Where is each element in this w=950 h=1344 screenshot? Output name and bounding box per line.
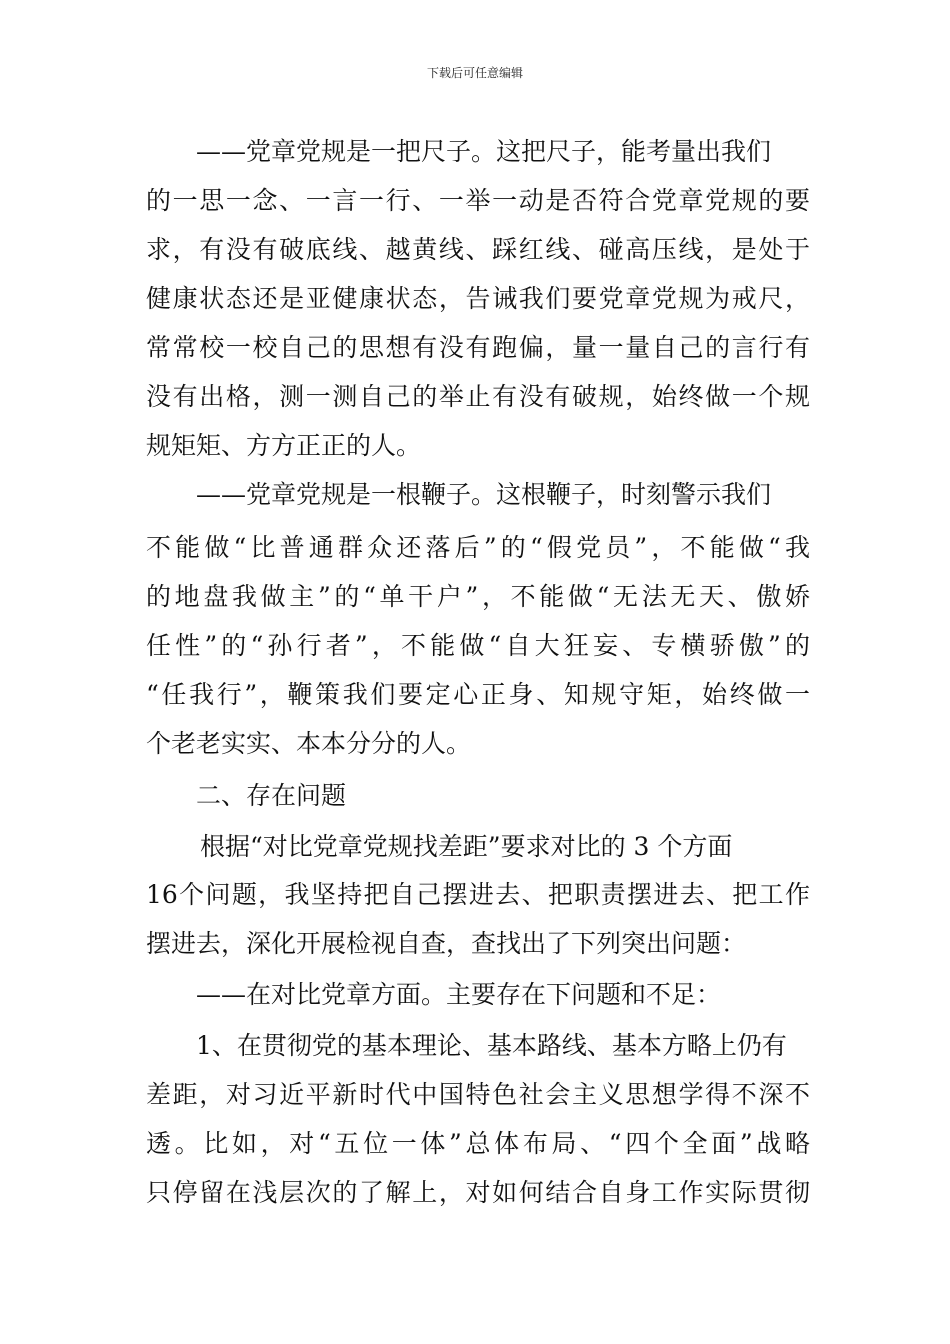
- text-line: “任我行”，鞭策我们要定心正身、知规守矩，始终做一: [146, 680, 810, 709]
- text-line: 常常校一校自己的思想有没有跑偏，量一量自己的言行有: [146, 333, 810, 362]
- page-header: 下载后可任意编辑: [426, 66, 523, 80]
- text-line: 求，有没有破底线、越黄线、踩红线、碰高压线，是处于: [146, 235, 810, 264]
- text-line: 1、在贯彻党的基本理论、基本路线、基本方略上仍有: [196, 1031, 787, 1060]
- text-line: 个老老实实、本本分分的人。: [146, 729, 472, 758]
- text-line: 的一思一念、一言一行、一举一动是否符合党章党规的要: [146, 186, 810, 215]
- text-line: 没有出格，测一测自己的举止有没有破规，始终做一个规: [146, 382, 810, 411]
- text-line: 不能做“比普通群众还落后”的“假党员”，不能做“我: [146, 533, 810, 562]
- section-heading: 二、存在问题: [196, 781, 347, 810]
- text-line: 根据“对比党章党规找差距”要求对比的 3 个方面: [200, 832, 733, 861]
- text-line: ——党章党规是一把尺子。这把尺子，能考量出我们: [196, 137, 772, 166]
- text-line: 规矩矩、方方正正的人。: [146, 431, 422, 460]
- text-line: 差距，对习近平新时代中国特色社会主义思想学得不深不: [146, 1080, 810, 1109]
- text-line: 只停留在浅层次的了解上，对如何结合自身工作实际贯彻: [146, 1178, 810, 1207]
- text-line: 透。比如，对“五位一体”总体布局、“四个全面”战略: [146, 1129, 810, 1158]
- text-line: 健康状态还是亚健康状态，告诫我们要党章党规为戒尺，: [146, 284, 810, 313]
- text-line: 任性”的“孙行者”，不能做“自大狂妄、专横骄傲”的: [146, 631, 810, 660]
- text-line: 摆进去，深化开展检视自查，查找出了下列突出问题：: [146, 929, 747, 958]
- text-line: ——在对比党章方面。主要存在下问题和不足：: [196, 980, 722, 1009]
- text-line: 16个问题，我坚持把自己摆进去、把职责摆进去、把工作: [146, 880, 810, 909]
- text-line: ——党章党规是一根鞭子。这根鞭子，时刻警示我们: [196, 480, 772, 509]
- text-line: 的地盘我做主”的“单干户”，不能做“无法无天、傲娇: [146, 582, 810, 611]
